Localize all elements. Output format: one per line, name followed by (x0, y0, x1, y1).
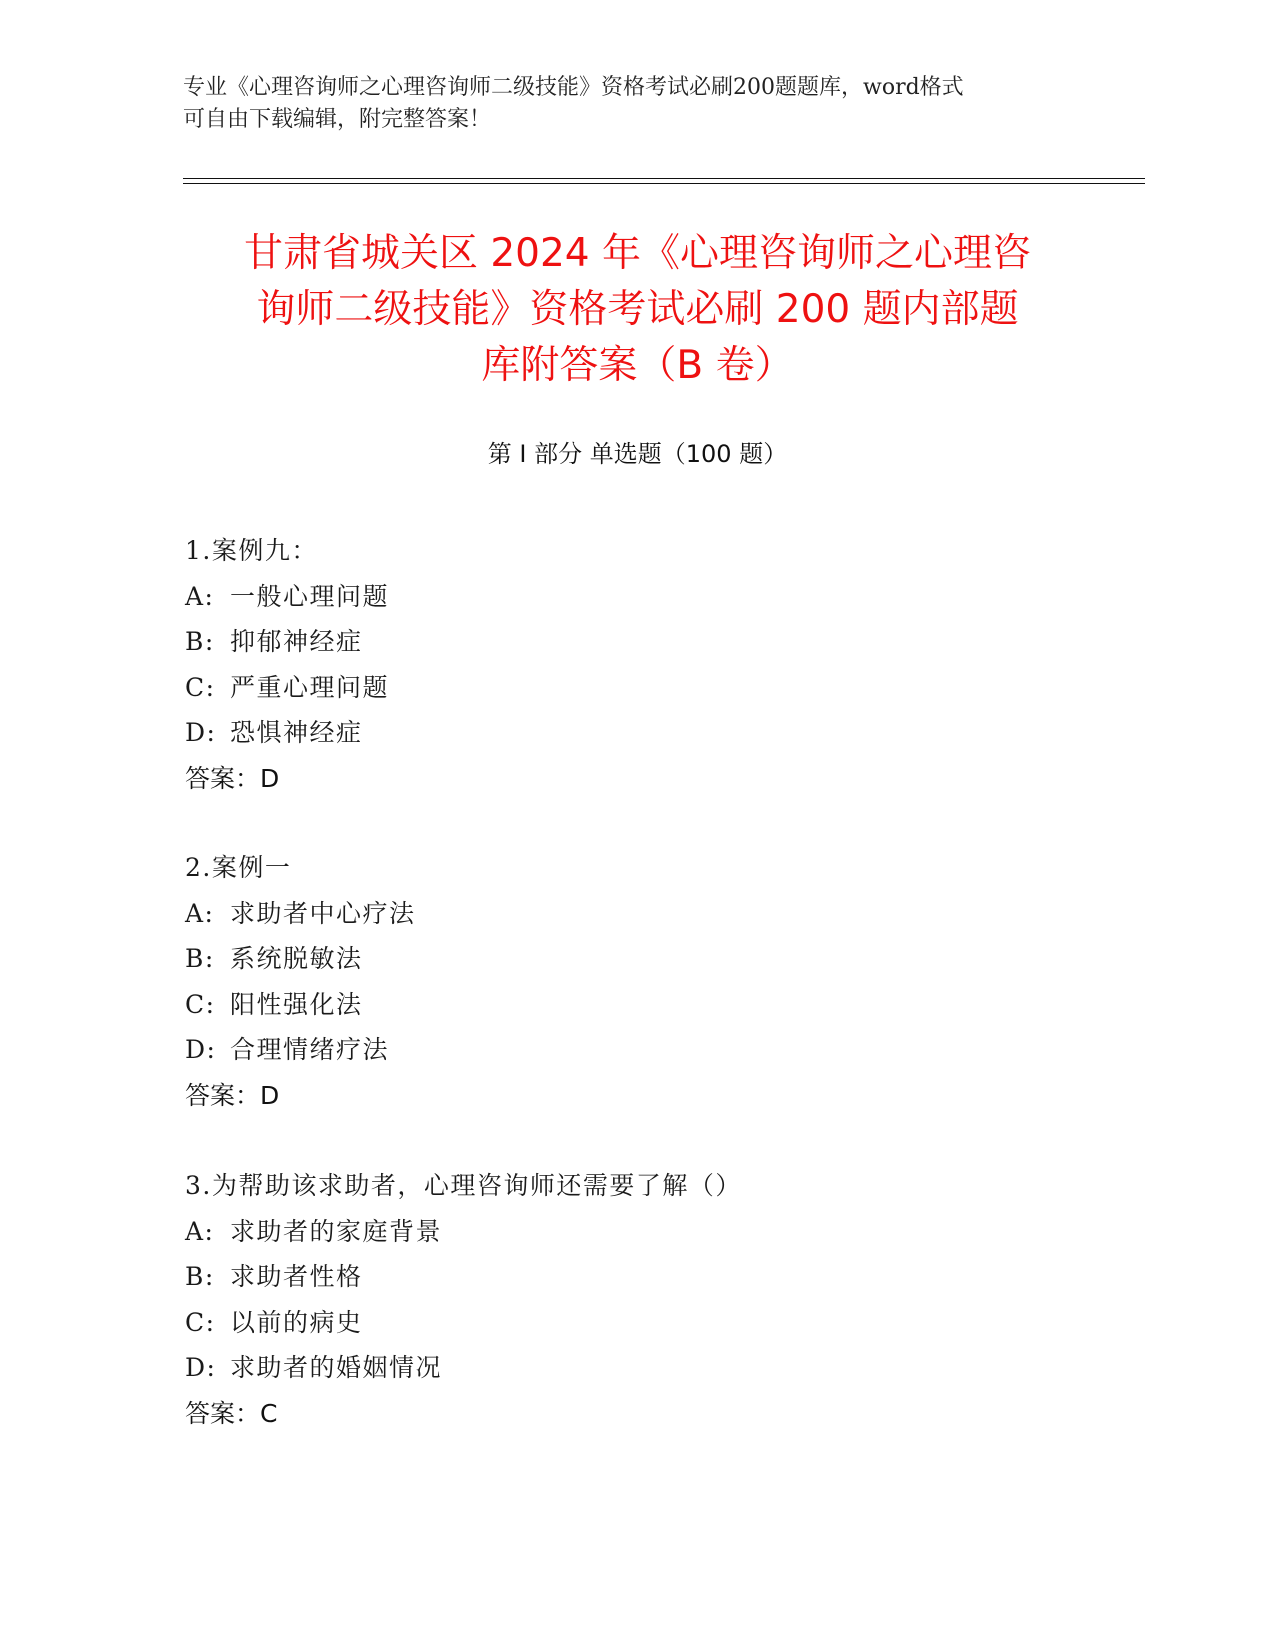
option-text: 阳性强化法 (230, 989, 363, 1019)
document-title-line-3: 库附答案（B 卷） (481, 343, 794, 388)
option-text: 以前的病史 (230, 1307, 363, 1337)
option-d (185, 1027, 1085, 1073)
option-text: 抑郁神经症 (230, 627, 363, 656)
option-letter: C: (185, 672, 216, 702)
answer-line: 答案：D (185, 1080, 280, 1110)
option-text: 求助者的婚姻情况 (230, 1353, 443, 1382)
option-c (185, 1300, 1085, 1346)
header-divider-top (183, 178, 1145, 179)
option-d (185, 710, 1085, 756)
section-heading: 第 I 部分 单选题（100 题） (487, 440, 788, 468)
option-text: 求助者性格 (230, 1262, 363, 1291)
question-1 (185, 528, 1085, 801)
header-divider-bottom (183, 183, 1145, 184)
answer-line: 答案：D (185, 763, 280, 793)
option-letter: A: (185, 581, 215, 611)
option-text: 求助者中心疗法 (230, 898, 416, 928)
option-a (185, 1209, 1085, 1255)
option-letter: D: (185, 718, 217, 747)
option-letter: C: (185, 1307, 216, 1337)
option-d (185, 1345, 1085, 1391)
question-stem: 1.案例九： (185, 536, 318, 565)
header-note-line-2: 可自由下载编辑，附完整答案！ (183, 107, 492, 132)
option-text: 合理情绪疗法 (230, 1035, 390, 1064)
option-text: 一般心理问题 (230, 581, 390, 611)
question-stem: 2.案例一 (185, 853, 292, 882)
option-letter: A: (185, 1216, 215, 1246)
document-title-line-1: 甘肃省城关区 2024 年《心理咨询师之心理咨 (243, 231, 1032, 276)
option-letter: B: (185, 627, 215, 656)
question-2 (185, 845, 1085, 1118)
document-title (150, 226, 1125, 394)
option-letter: D: (185, 1353, 217, 1382)
option-letter: C: (185, 989, 216, 1019)
question-stem: 3.为帮助该求助者，心理咨询师还需要了解（） (185, 1171, 742, 1200)
option-b (185, 619, 1085, 665)
document-title-line-2: 询师二级技能》资格考试必刷 200 题内部题 (256, 287, 1019, 332)
option-letter: B: (185, 1262, 215, 1291)
option-letter: B: (185, 944, 215, 973)
option-text: 恐惧神经症 (230, 718, 363, 747)
option-b (185, 936, 1085, 982)
option-a (185, 891, 1085, 937)
option-letter: D: (185, 1035, 217, 1064)
option-text: 求助者的家庭背景 (230, 1216, 443, 1246)
option-c (185, 982, 1085, 1028)
option-c (185, 665, 1085, 711)
option-b (185, 1254, 1085, 1300)
question-3 (185, 1163, 1085, 1436)
header-note (183, 72, 1063, 136)
option-a (185, 574, 1085, 620)
option-text: 严重心理问题 (230, 672, 390, 702)
answer-line: 答案：C (185, 1398, 278, 1428)
header-note-line-1: 专业《心理咨询师之心理咨询师二级技能》资格考试必刷200题题库，word格式 (183, 75, 964, 100)
option-text: 系统脱敏法 (230, 944, 363, 973)
option-letter: A: (185, 898, 215, 928)
